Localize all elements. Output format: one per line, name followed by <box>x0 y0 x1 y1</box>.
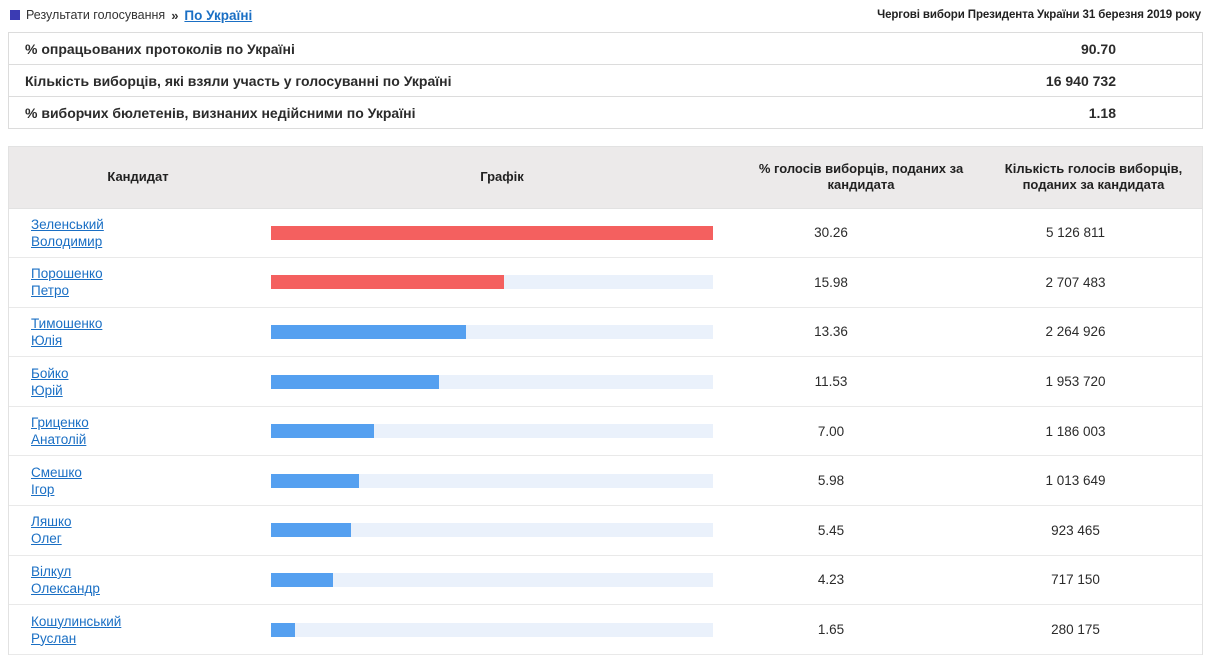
candidate-link[interactable] <box>31 365 68 399</box>
candidate-link[interactable] <box>31 513 72 547</box>
candidate-firstname: Ігор <box>31 481 55 497</box>
candidate-surname: Кошулинський <box>31 613 122 629</box>
chart-cell <box>255 357 713 406</box>
votes-cell: 5 126 811 <box>1045 225 1106 241</box>
chart-cell <box>255 605 713 654</box>
candidate-cell <box>9 209 255 258</box>
breadcrumb-separator-icon: » <box>171 7 179 23</box>
chart-cell <box>255 407 713 456</box>
results-table <box>8 146 1203 655</box>
column-header-votes: Кількість голосів виборців, поданих за кандидата <box>1004 161 1183 193</box>
bar-track <box>271 573 713 587</box>
chart-cell <box>255 556 713 605</box>
votes-cell: 2 264 926 <box>1045 324 1106 340</box>
bar-track <box>271 325 713 339</box>
bar-track <box>271 375 713 389</box>
chart-cell <box>255 258 713 307</box>
square-bullet-icon <box>10 10 20 20</box>
chart-cell <box>255 456 713 505</box>
summary-table <box>8 32 1203 129</box>
percent-cell: 15.98 <box>814 274 848 290</box>
candidate-cell <box>9 407 255 456</box>
results-table-header <box>9 147 1202 209</box>
table-row <box>9 308 1202 358</box>
candidate-surname: Ляшко <box>31 514 72 530</box>
bar-track <box>271 424 713 438</box>
candidate-firstname: Володимир <box>31 233 103 249</box>
candidate-cell <box>9 258 255 307</box>
percent-cell: 7.00 <box>817 423 845 439</box>
bar-track <box>271 623 713 637</box>
top-bar <box>0 0 1211 28</box>
chart-cell <box>255 209 713 258</box>
candidate-cell <box>9 308 255 357</box>
table-row <box>9 209 1202 259</box>
candidate-firstname: Юлія <box>31 332 63 348</box>
candidate-firstname: Олег <box>31 531 62 547</box>
table-row <box>9 357 1202 407</box>
summary-label: % виборчих бюлетенів, визнаних недійсними по Україні <box>25 104 416 121</box>
percent-cell: 5.45 <box>817 522 845 538</box>
summary-row <box>9 33 1202 65</box>
candidate-cell <box>9 506 255 555</box>
summary-value: 16 940 732 <box>1045 72 1116 89</box>
table-row <box>9 258 1202 308</box>
candidate-firstname: Юрій <box>31 382 63 398</box>
chart-cell <box>255 506 713 555</box>
candidate-link[interactable] <box>31 563 100 597</box>
bar-track <box>271 474 713 488</box>
column-header-candidate: Кандидат <box>107 169 169 185</box>
candidate-link[interactable] <box>31 613 121 647</box>
summary-label: % опрацьованих протоколів по Україні <box>25 40 295 57</box>
column-header-chart: Графік <box>480 169 524 185</box>
candidate-cell <box>9 556 255 605</box>
candidate-surname: Порошенко <box>31 266 103 282</box>
candidate-link[interactable] <box>31 414 89 448</box>
votes-cell: 1 953 720 <box>1045 374 1106 390</box>
column-header-percent: % голосів виборців, поданих за кандидата <box>758 161 964 193</box>
candidate-link[interactable] <box>31 265 103 299</box>
summary-label: Кількість виборців, які взяли участь у голосуванні по Україні <box>25 72 452 89</box>
bar-fill <box>271 325 466 339</box>
percent-cell: 11.53 <box>814 374 848 390</box>
bar-fill <box>271 424 374 438</box>
bar-track <box>271 226 713 240</box>
summary-row <box>9 97 1202 129</box>
bar-fill <box>271 523 351 537</box>
bar-fill <box>271 226 713 240</box>
percent-cell: 30.26 <box>814 225 848 241</box>
table-row <box>9 407 1202 457</box>
candidate-surname: Тимошенко <box>31 315 103 331</box>
bar-fill <box>271 375 439 389</box>
candidate-firstname: Олександр <box>31 580 100 596</box>
candidate-link[interactable] <box>31 464 82 498</box>
summary-value: 1.18 <box>1088 104 1116 121</box>
breadcrumb-link-ukraine[interactable]: По Україні <box>184 7 253 23</box>
bar-fill <box>271 623 295 637</box>
breadcrumb <box>10 8 252 23</box>
candidate-surname: Гриценко <box>31 415 89 431</box>
bar-fill <box>271 474 359 488</box>
table-row <box>9 605 1202 655</box>
votes-cell: 2 707 483 <box>1045 274 1106 290</box>
candidate-cell <box>9 605 255 654</box>
bar-track <box>271 275 713 289</box>
candidate-surname: Зеленський <box>31 216 104 232</box>
candidate-firstname: Анатолій <box>31 432 87 448</box>
summary-value: 90.70 <box>1080 40 1116 57</box>
bar-track <box>271 523 713 537</box>
percent-cell: 1.65 <box>817 622 845 638</box>
results-rows <box>9 209 1202 655</box>
votes-cell: 280 175 <box>1051 622 1100 638</box>
candidate-surname: Смешко <box>31 464 82 480</box>
table-row <box>9 506 1202 556</box>
table-row <box>9 456 1202 506</box>
bar-fill <box>271 275 504 289</box>
votes-cell: 923 465 <box>1051 522 1100 538</box>
bar-fill <box>271 573 333 587</box>
candidate-link[interactable] <box>31 216 104 250</box>
percent-cell: 4.23 <box>817 572 845 588</box>
candidate-surname: Бойко <box>31 365 69 381</box>
candidate-firstname: Петро <box>31 283 69 299</box>
candidate-cell <box>9 357 255 406</box>
candidate-cell <box>9 456 255 505</box>
votes-cell: 1 013 649 <box>1045 473 1106 489</box>
table-row <box>9 556 1202 606</box>
candidate-firstname: Руслан <box>31 630 77 646</box>
percent-cell: 13.36 <box>814 324 848 340</box>
breadcrumb-static-label: Результати голосування <box>26 8 166 22</box>
votes-cell: 1 186 003 <box>1045 423 1106 439</box>
summary-row <box>9 65 1202 97</box>
candidate-link[interactable] <box>31 315 102 349</box>
chart-cell <box>255 308 713 357</box>
election-title: Чергові вибори Президента України 31 березня 2019 року <box>877 9 1201 21</box>
votes-cell: 717 150 <box>1051 572 1100 588</box>
candidate-surname: Вілкул <box>31 563 72 579</box>
percent-cell: 5.98 <box>817 473 845 489</box>
